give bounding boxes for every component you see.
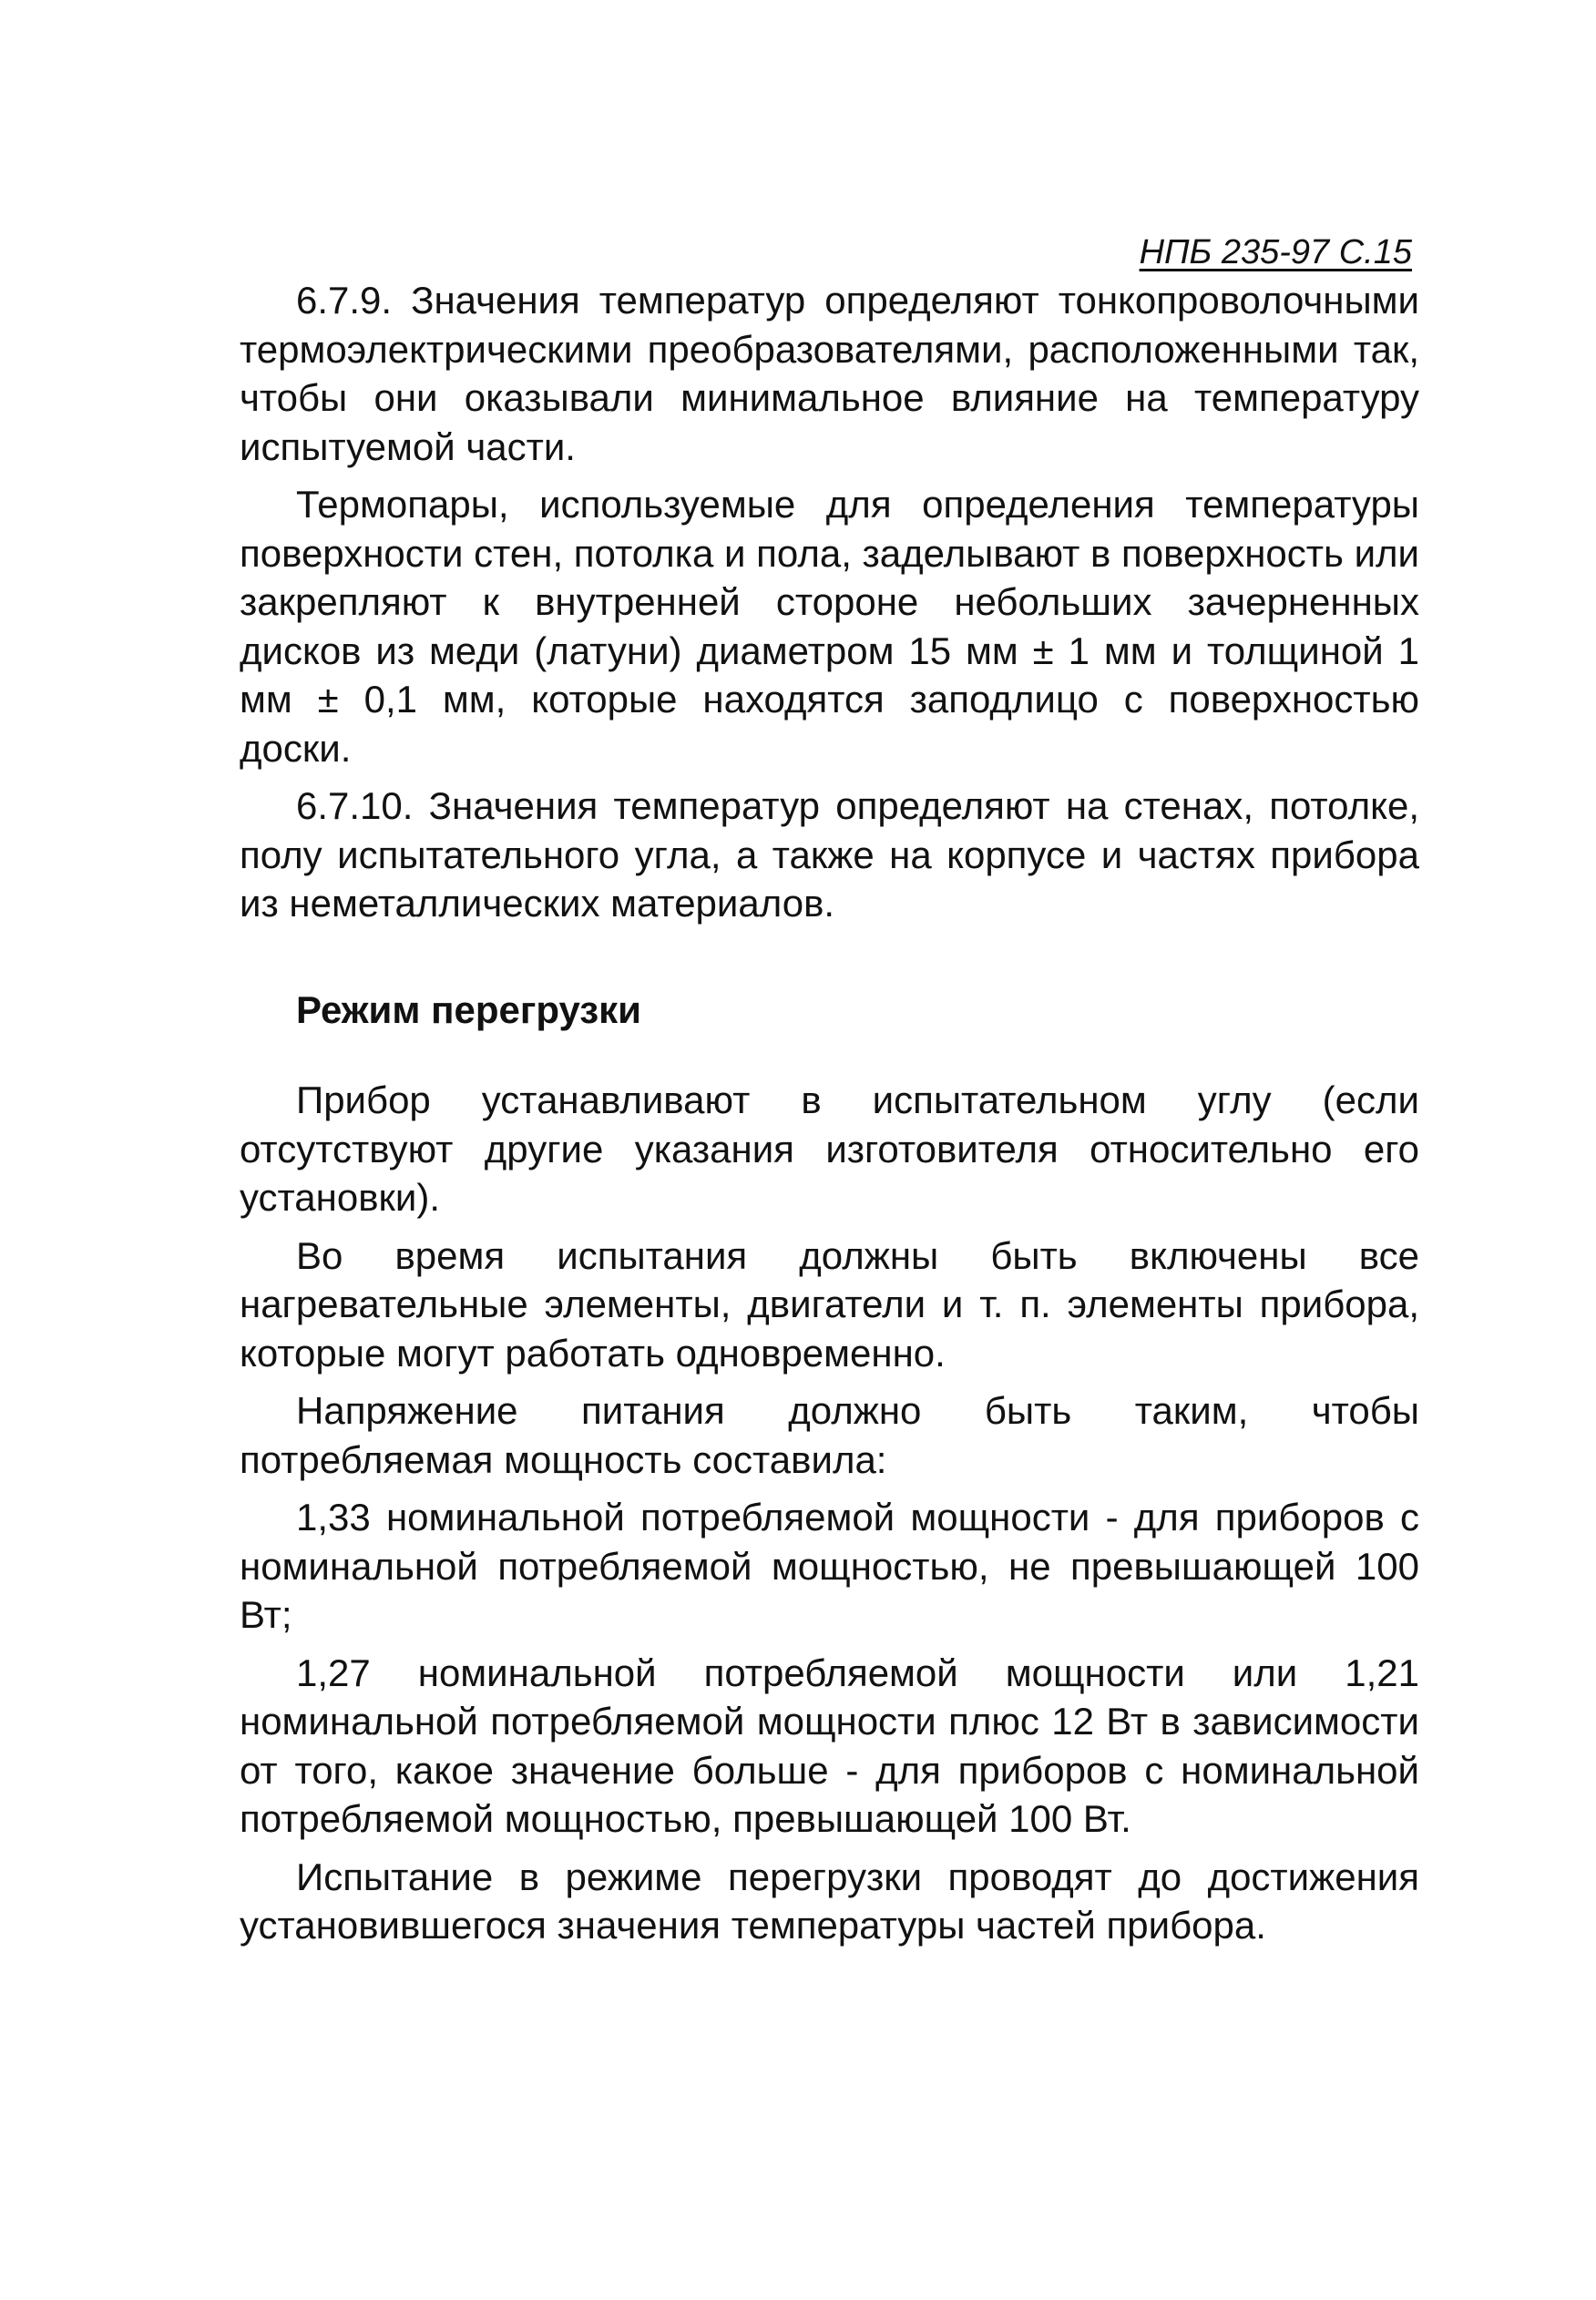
overload-power-item-1: 1,33 номинальной потребляемой мощности - для приборов с номинальной потребляемой мощностью, не превышающей 100 Вт; — [240, 1496, 1419, 1636]
clause-6-7-10-paragraph: 6.7.10. Значения температур определяют на стенах, потолке, полу испытательного угла, а также на корпусе и частях прибора из неметаллических материалов. — [240, 784, 1419, 925]
overload-elements-paragraph: Во время испытания должны быть включены все нагревательные элементы, двигатели и т. п. элементы прибора, которые могут работать одновременно. — [240, 1233, 1419, 1375]
overload-duration-paragraph: Испытание в режиме перегрузки проводят до достижения установившегося значения температуры частей прибора. — [240, 1855, 1419, 1947]
section-title-overload: Режим перегрузки — [296, 987, 641, 1031]
overload-power-item-2: 1,27 номинальной потребляемой мощности или 1,21 номинальной потребляемой мощности плюс 12 Вт в зависимости от того, какое значение больше - для приборов с номинальной потребляемой мощностью, превышающей 100 Вт. — [240, 1651, 1419, 1840]
overload-voltage-paragraph: Напряжение питания должно быть таким, чтобы потребляемая мощность составила: — [240, 1389, 1419, 1481]
document-page — [240, 232, 1419, 1950]
clause-6-7-9-paragraph: 6.7.9. Значения температур определяют тонкопроволочными термоэлектрическими преобразователями, расположенными так, чтобы они оказывали минимальное влияние на температуру испытуемой части. — [240, 279, 1419, 468]
overload-placement-paragraph: Прибор устанавливают в испытательном углу (если отсутствуют другие указания изготовителя относительно его установки). — [240, 1078, 1419, 1219]
running-header: НПБ 235-97 С.15 — [1139, 233, 1412, 271]
thermocouple-paragraph: Термопары, используемые для определения температуры поверхности стен, потолка и пола, заделывают в поверхность или закрепляют к внутренней стороне небольших зачерненных дисков из меди (латуни) диаметром 15 мм ± 1 мм и толщиной 1 мм ± 0,1 мм, которые находятся заподлицо с поверхностью доски. — [240, 483, 1419, 770]
